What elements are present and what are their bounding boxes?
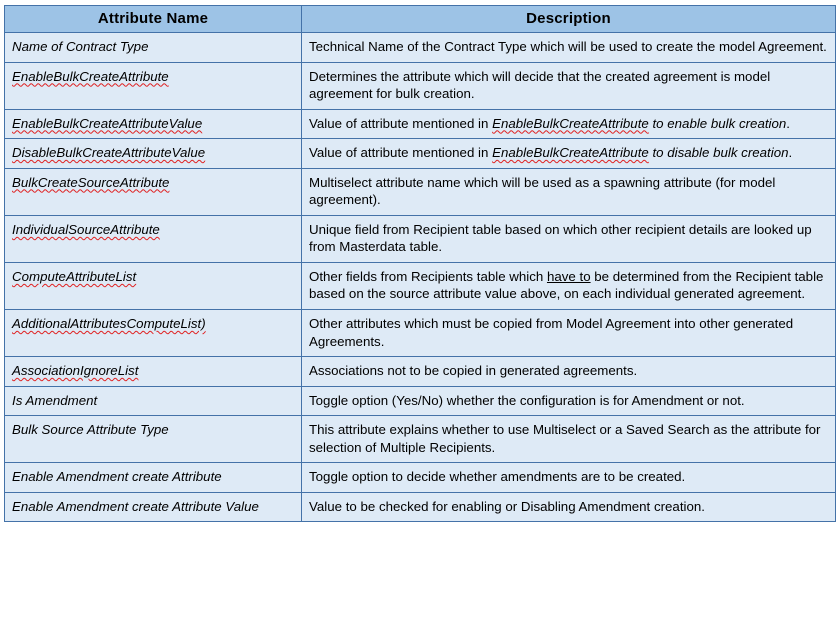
cell-description: Technical Name of the Contract Type which will be used to create the model Agreement. bbox=[302, 33, 836, 63]
cell-description bbox=[302, 262, 836, 309]
cell-description: Toggle option to decide whether amendments are to be created. bbox=[302, 463, 836, 493]
inline-emphasis: to disable bulk creation bbox=[648, 145, 789, 161]
cell-description bbox=[302, 109, 836, 139]
inline-attribute-reference: EnableBulkCreateAttribute bbox=[492, 115, 649, 131]
cell-description: Determines the attribute which will decide that the created agreement is model agreement for bulk creation. bbox=[302, 62, 836, 109]
cell-description bbox=[302, 139, 836, 169]
cell-attribute-name bbox=[5, 357, 302, 387]
cell-attribute-name bbox=[5, 215, 302, 262]
cell-attribute-name bbox=[5, 168, 302, 215]
inline-text: be determined from the Recipient table based on the source attribute value above, on each individual generated agreement. bbox=[309, 268, 824, 302]
cell-attribute-name bbox=[5, 262, 302, 309]
spellcheck-underlined-text: ComputeAttributeList bbox=[12, 268, 137, 284]
table-row bbox=[5, 215, 836, 262]
cell-attribute-name: Is Amendment bbox=[5, 386, 302, 416]
inline-emphasis: to enable bulk creation bbox=[648, 115, 787, 131]
attribute-definition-table bbox=[4, 5, 836, 522]
cell-attribute-name: Enable Amendment create Attribute bbox=[5, 463, 302, 493]
cell-description: Other attributes which must be copied from Model Agreement into other generated Agreements. bbox=[302, 310, 836, 357]
spellcheck-underlined-text: EnableBulkCreateAttribute bbox=[12, 68, 169, 84]
cell-attribute-name: Name of Contract Type bbox=[5, 33, 302, 63]
table-row bbox=[5, 262, 836, 309]
cell-description: Associations not to be copied in generated agreements. bbox=[302, 357, 836, 387]
cell-description: Unique field from Recipient table based on which other recipient details are looked up from Masterdata table. bbox=[302, 215, 836, 262]
cell-attribute-name: Bulk Source Attribute Type bbox=[5, 416, 302, 463]
cell-attribute-name: Enable Amendment create Attribute Value bbox=[5, 492, 302, 522]
inline-attribute-reference: EnableBulkCreateAttribute bbox=[492, 145, 649, 161]
cell-description: Multiselect attribute name which will be used as a spawning attribute (for model agreement). bbox=[302, 168, 836, 215]
inline-text: Value of attribute mentioned in bbox=[309, 115, 493, 131]
table-row bbox=[5, 357, 836, 387]
cell-description: This attribute explains whether to use Multiselect or a Saved Search as the attribute for selection of Multiple Recipients. bbox=[302, 416, 836, 463]
table-row bbox=[5, 33, 836, 63]
spellcheck-underlined-text: EnableBulkCreateAttributeValue bbox=[12, 115, 203, 131]
spellcheck-underlined-text: AssociationIgnoreList bbox=[12, 363, 139, 379]
table-row bbox=[5, 168, 836, 215]
column-header-description: Description bbox=[302, 6, 836, 33]
table-body bbox=[5, 33, 836, 522]
column-header-attribute-name: Attribute Name bbox=[5, 6, 302, 33]
spellcheck-underlined-text: BulkCreateSourceAttribute bbox=[12, 174, 170, 190]
inline-underline: have to bbox=[546, 268, 591, 284]
spellcheck-underlined-text: DisableBulkCreateAttributeValue bbox=[12, 145, 206, 161]
spellcheck-underlined-text: AdditionalAttributesComputeList) bbox=[12, 316, 206, 332]
cell-attribute-name bbox=[5, 109, 302, 139]
inline-text: Value of attribute mentioned in bbox=[309, 145, 493, 161]
table-row bbox=[5, 463, 836, 493]
table-row bbox=[5, 109, 836, 139]
table-row bbox=[5, 386, 836, 416]
cell-attribute-name bbox=[5, 310, 302, 357]
table-row bbox=[5, 139, 836, 169]
cell-attribute-name bbox=[5, 62, 302, 109]
inline-text: Other fields from Recipients table which bbox=[309, 268, 547, 284]
table-row bbox=[5, 310, 836, 357]
inline-text: . bbox=[786, 115, 790, 131]
table-row bbox=[5, 492, 836, 522]
cell-description: Value to be checked for enabling or Disabling Amendment creation. bbox=[302, 492, 836, 522]
inline-text: . bbox=[788, 145, 793, 161]
table-row bbox=[5, 62, 836, 109]
cell-attribute-name bbox=[5, 139, 302, 169]
cell-description: Toggle option (Yes/No) whether the configuration is for Amendment or not. bbox=[302, 386, 836, 416]
table-row bbox=[5, 416, 836, 463]
table-header-row bbox=[5, 6, 836, 33]
spellcheck-underlined-text: IndividualSourceAttribute bbox=[12, 221, 160, 237]
